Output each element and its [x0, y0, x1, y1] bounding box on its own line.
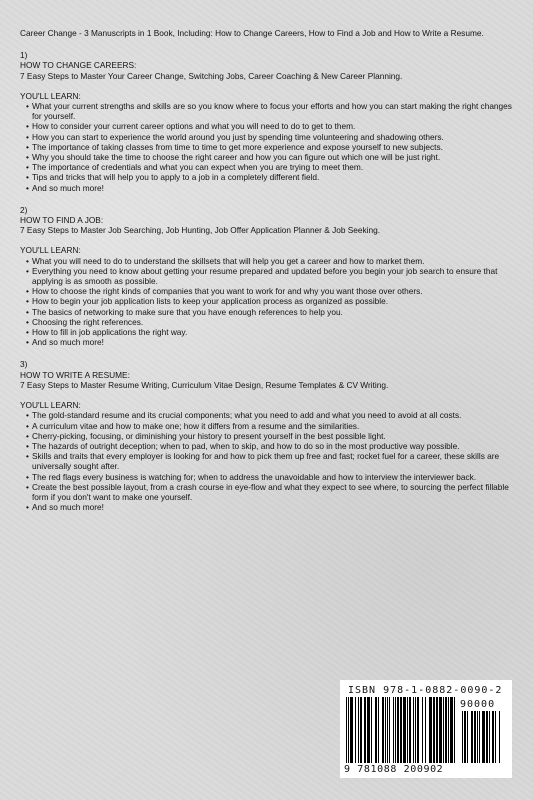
list-item: • Everything you need to know about getting your resume prepared and updated before you begin your job search to ensure that applying is as smooth as possible.: [26, 266, 520, 286]
isbn-number: ISBN 978-1-0882-0090-2: [348, 685, 503, 696]
section-subtitle: 7 Easy Steps to Master Your Career Change, Switching Jobs, Career Coaching & New Career Planning.: [20, 70, 403, 81]
list-item: • How to fill in job applications the right way.: [26, 327, 520, 337]
list-item: • Skills and traits that every employer is looking for and how to pick them up free and fast; rocket fuel for a career, these skills are universally sought after.: [26, 451, 520, 471]
section-heading: HOW TO CHANGE CAREERS:: [20, 60, 137, 71]
barcode-bar: [500, 711, 502, 763]
learn-heading: YOU'LL LEARN:: [20, 90, 81, 101]
back-cover-text: [20, 28, 520, 524]
list-item: • The importance of taking classes from time to time to get more experience and expose yourself to new subjects.: [26, 142, 520, 152]
list-item: • How to choose the right kinds of companies that you want to work for and why you want those over others.: [26, 286, 520, 296]
section-how-to-change-careers: [20, 50, 520, 193]
section-subtitle: 7 Easy Steps to Master Job Searching, Job Hunting, Job Offer Application Planner & Job Seeking.: [20, 225, 381, 236]
list-item: • How to consider your current career options and what you will need to do to get to them.: [26, 121, 520, 131]
section-how-to-find-a-job: [20, 205, 520, 348]
section-number: 1): [20, 50, 28, 61]
list-item: • The importance of credentials and what you can expect when you are trying to meet them.: [26, 162, 520, 172]
addon-barcode-bars: [462, 711, 506, 763]
learn-heading: YOU'LL LEARN:: [20, 400, 81, 411]
learn-heading: YOU'LL LEARN:: [20, 245, 81, 256]
list-item: • Tips and tricks that will help you to apply to a job in a completely different field.: [26, 172, 520, 182]
section-how-to-write-a-resume: [20, 359, 520, 512]
list-item: • Choosing the right references.: [26, 317, 520, 327]
book-intro: Career Change - 3 Manuscripts in 1 Book, Including: How to Change Careers, How to Find a Job and How to Write a Resume.: [20, 28, 484, 38]
bullet-list: [20, 101, 520, 193]
bullet-list: [20, 410, 520, 512]
barcode-bar: [455, 697, 456, 763]
price-code: 90000: [460, 699, 496, 710]
ean-digits: 9 781088 200902: [344, 764, 444, 775]
list-item: • How to begin your job application lists to keep your application process as organized as possible.: [26, 296, 520, 306]
isbn-barcode: [340, 680, 512, 778]
list-item: • A curriculum vitae and how to make one; how it differs from a resume and the similarities.: [26, 421, 520, 431]
list-item: • The red flags every business is watching for; when to address the unavoidable and how to interview the interviewer back.: [26, 472, 520, 482]
bullet-list: [20, 256, 520, 348]
list-item: • The gold-standard resume and its crucial components; what you need to add and what you need to avoid at all costs.: [26, 410, 520, 420]
list-item: • What your current strengths and skills are so you know where to focus your efforts and how you can start making the right changes for yourself.: [26, 101, 520, 121]
list-item: • And so much more!: [26, 502, 520, 512]
list-item: • How you can start to experience the world around you just by spending time volunteering and shadowing others.: [26, 132, 520, 142]
list-item: • What you will need to do to understand the skillsets that will help you get a career and how to market them.: [26, 256, 520, 266]
section-heading: HOW TO WRITE A RESUME:: [20, 369, 130, 380]
section-heading: HOW TO FIND A JOB:: [20, 215, 104, 226]
list-item: • The basics of networking to make sure that you have enough references to help you.: [26, 307, 520, 317]
section-number: 2): [20, 204, 28, 215]
list-item: • And so much more!: [26, 337, 520, 347]
section-subtitle: 7 Easy Steps to Master Resume Writing, Curriculum Vitae Design, Resume Templates & CV Writing.: [20, 379, 389, 390]
list-item: • The hazards of outright deception; when to pad, when to skip, and how to do so in the most productive way possible.: [26, 441, 520, 451]
list-item: • And so much more!: [26, 183, 520, 193]
ean-barcode-bars: [346, 697, 458, 763]
section-number: 3): [20, 359, 28, 370]
list-item: • Cherry-picking, focusing, or diminishing your history to present yourself in the best possible light.: [26, 431, 520, 441]
list-item: • Why you should take the time to choose the right career and how you can figure out which one will be just right.: [26, 152, 520, 162]
list-item: • Create the best possible layout, from a crash course in eye-flow and what they expect to see where, to sourcing the perfect fillable form if you don't want to make one yourself.: [26, 482, 520, 502]
